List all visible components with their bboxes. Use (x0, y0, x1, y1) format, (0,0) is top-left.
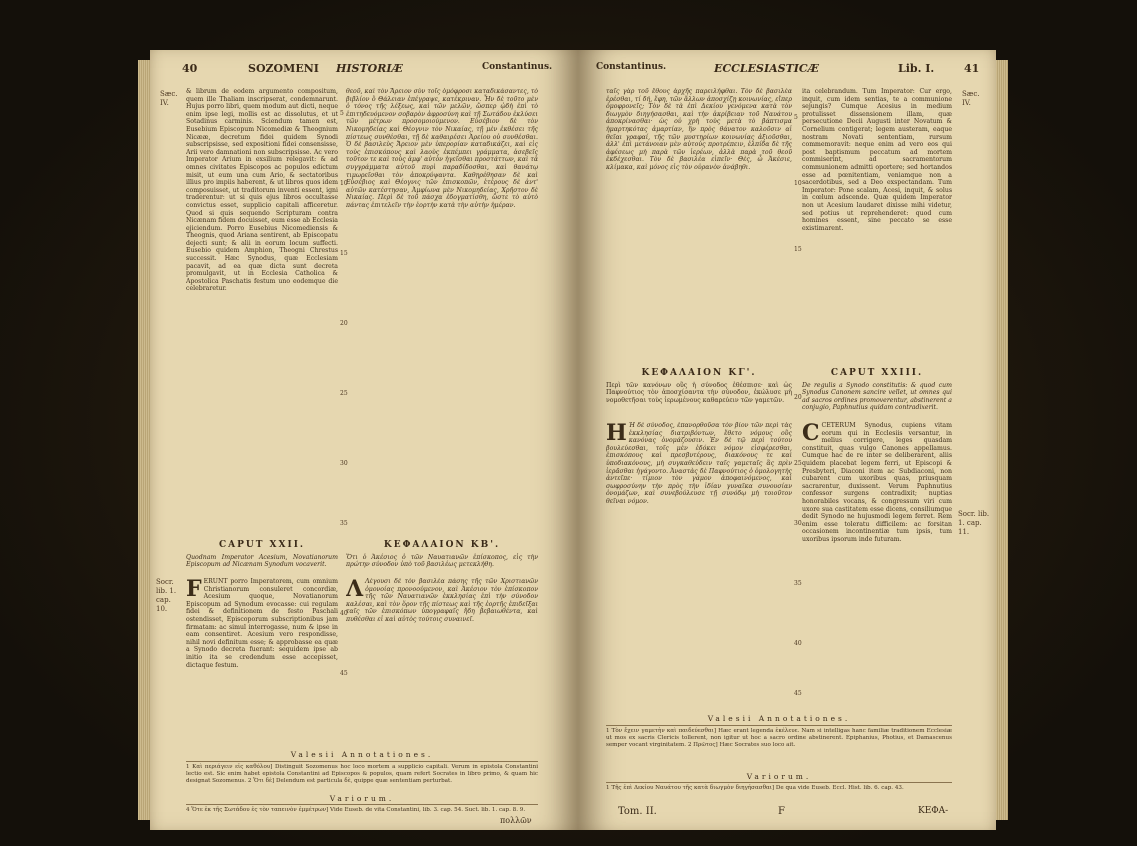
dropcap: Λ (346, 578, 364, 602)
left-greek-column: θεοῦ, καὶ τὸν Ἄρειον σὺν τοῖς ὁμόφροσι καταδικάσαντες, τὸ βιβλίον ὃ Θάλειαν ἐπέγραψε, κατέκριναν. Ἦν δὲ τοῦτο μὲν ὁ τόνος τῆς λέξεως, καὶ τῶν μελῶν, ὥσπερ ᾠδὴ ἐπὶ τὸ ἐπιτηδευόμενον σοβαρὸν ἀφροσύνη καὶ τῇ Σωτάδου ἐκλύσει τῶν μέτρων προσομοιούμενον. Εὐσέβιον δὲ τὸν Νικομηδείας καὶ Θέογνιν τὸν Νικαίας, τῇ μὲν ἐκθέσει τῆς πίστεως συνθέσθαι, τῇ δὲ καθαιρέσει Ἀρείου οὐ συνθέσθαι. Ὁ δὲ βασιλεὺς Ἄρειον μὲν ὑπερορίαν καταδικάζει, καὶ εἰς τοὺς ἐπισκόπους καὶ λαοὺς ἐκπέμπει γράμματα, ἀσεβεῖς τοῦτον τε καὶ τοὺς ἀμφ' αὐτὸν ἡγεῖσθαι προστάττων, καὶ τὰ συγγράμματα αὐτοῦ πυρὶ παραδίδοσθαι, καὶ θανάτῳ τιμωρεῖσθαι τὸν ἀποκρύψαντα. Καθῃρέθησαν δὲ καὶ Εὐσέβιος καὶ Θέογνις τῶν ἐπισκοπῶν, ἑτέρους δὲ ἀντ' αὐτῶν κατέστησαν, Ἀμφίωνα μὲν Νικομηδείας, Χρῆστον δὲ Νικαίας. Περὶ δὲ τοῦ πάσχα ἐδογματίσθη, ὥστε τὸ αὐτὸ πάντας ἐπιτελεῖν τὴν ἑορτὴν κατὰ τὴν αὐτὴν ἡμέραν. (346, 88, 538, 209)
divider (186, 804, 538, 805)
left-latin-column: & librum de eodem argumento compositum, quem ille Thaliam inscripserat, condemnarunt. Hujus porro libri, quem modum aut dicti, neque enim ipse legi, mollis est ac dissolutus, et ut Sotadinus carminis. Sciendum tamen est, Eusebium Episcopum Nicomediæ & Theognium Nicææ, decretum fidei quidem Synodi subscripsisse, sed expositioni fidei consensisse, Arii vero damnationi non subscripsisse. Ac vero Imperator Arium in exsilium relegavit: & ad omnes civitates Episcopos ac populos edictum misit, ut eum una cum Ario, & sectatoribus illius pro impiis haberent, & ut libros quos idem composuisset, ut traditorum inventi essent, igni traderentur: ut si quis ejus libros occultasse convictus esset, supplicio capitali afficeretur. Quod si quis sequendo Scripturam contra Nicænam fidem docuisset, eum esse ab Ecclesia ejiciendum. Porro Eusebius Nicomediensis & Theognis, quod Ariana sentirent, ab Episcopatu dejecti sunt; & alii in eorum locum suffecti. Eusebio quidem Amphion, Theogni Chrestus successit. Hæc Synodus, quæ Ecclesiam pacavit, ad ea quæ dicta sunt decreta promulgavit, ut in Ecclesia Catholica & Apostolica Paschatis festum uno eodemque die celebraretur. (186, 88, 338, 293)
left-margin-reference: Socr. lib. 1. cap. 10. (156, 578, 177, 613)
right-head-center: ECCLESIASTICÆ (714, 62, 820, 75)
line-number: 35 (340, 520, 348, 527)
left-caput-latin: CAPUT XXII. (218, 540, 306, 550)
left-body-greek: Λ Λέγουσι δὲ τὸν βασιλέα πάσης τῆς τῶν Χριστιανῶν ὁμονοίας προνοούμενον, καὶ Ἀκέσιον τὸν ἐπίσκοπον τῆς τῶν Ναυατιανῶν ἐκκλησίας ἐπὶ τὴν σύνοδον καλέσαι, καὶ τὸν ὅρον τῆς πίστεως καὶ τῆς ἑορτῆς ἐπιδεῖξαι ταῖς τῶν ἐπισκόπων ὑπογραφαῖς ἤδη βεβαιωθέντα, καὶ πυθέσθαι εἰ καὶ αὐτὸς τούτοις συναινεῖ. (346, 578, 538, 623)
right-greek-column: ταῖς γὰρ τοῦ ἔθους ἀρχῆς παρειλήφθαι. Τὸν δὲ βασιλέα ἐρέσθαι, τί δή, ἔφη, τῶν ἄλλων ἀποσχίζῃ κοινωνίας, εἴπερ ὁμοφρονεῖς; Τὸν δὲ τὰ ἐπὶ Δεκίου γενόμενα κατὰ τὸν διωγμὸν διηγήσασθαι, καὶ τὴν ἀκρίβειαν τοῦ Ναυάτου ἀποκρίνασθαι· ὡς οὐ χρὴ τοὺς μετὰ τὸ βάπτισμα ἡμαρτηκότας ἁμαρτίαν, ἣν πρὸς θάνατον καλοῦσιν αἱ θεῖαι γραφαί, τῆς τῶν μυστηρίων κοινωνίας ἀξιοῦσθαι, ἀλλ' ἐπὶ μετάνοιαν μὲν αὐτοὺς προτρέπειν, ἐλπίδα δὲ τῆς ἀφέσεως μὴ παρὰ τῶν ἱερέων, ἀλλὰ παρὰ τοῦ θεοῦ ἐκδέχεσθαι. Τὸν δὲ βασιλέα εἰπεῖν· Θὲς, ὦ Ἀκέσιε, κλίμακα, καὶ μόνος εἰς τὸν οὐρανὸν ἀνάβηθι. (606, 88, 792, 171)
left-annotations-heading: Valesii Annotationes. (290, 750, 434, 759)
right-caput-latin: CAPUT XXIII. (830, 368, 924, 378)
signature-mark: F (778, 806, 785, 817)
right-variorum-heading: Variorum. (746, 772, 812, 781)
right-body-greek: Η Ἡ δὲ σύνοδος, ἐπανορθοῦσα τὸν βίον τῶν περὶ τὰς ἐκκλησίας διατριβόντων, ἔθετο νόμους οὓς κανόνας ὀνομάζουσιν. Ἐν δὲ τῷ περὶ τούτου βουλεύεσθαι, τοῖς μὲν ἐδόκει νόμον εἰσφέρεσθαι, ἐπισκόπους καὶ πρεσβυτέρους, διακόνους τε καὶ ὑποδιακόνους, μὴ συγκαθεύδειν ταῖς γαμεταῖς ἃς πρὶν ἱερᾶσθαι ἠγάγοντο. Ἀναστὰς δὲ Παφνούτιος ὁ ὁμολογητὴς ἀντεῖπε· τίμιον τὸν γάμον ἀποφαινόμενος, καὶ σωφροσύνην τὴν πρὸς τὴν ἰδίαν γυναῖκα συνουσίαν ὀνομάζων, καὶ συνεβούλευσε τῇ συνόδῳ μὴ τοιοῦτον θεῖναι νόμον. (606, 422, 792, 505)
line-number: 35 (794, 580, 802, 587)
right-page-number: 41 (964, 62, 980, 75)
divider (606, 782, 952, 783)
line-number: 5 (340, 110, 344, 117)
line-number: 45 (340, 670, 348, 677)
left-saec-label: Sæc. IV. (160, 90, 178, 107)
line-number: 40 (340, 610, 348, 617)
dropcap: Η (606, 422, 627, 446)
right-head-left: Constantinus. (596, 62, 667, 72)
dropcap: F (186, 578, 202, 602)
right-caput-greek: ΚΕΦΑΛΑΙΟΝ ΚΓ'. (641, 368, 757, 378)
left-body-latin: FERUNT porro Imperatorem, cum omnium Christianorum consuleret concordiæ, Acesium quoque, Novatianorum Episcopum ad Synodum evocasse: cui regulam fidei & definitionem de festo Paschali ostendisset, Episcoporum subscriptionibus jam firmatam: ac simul interrogasse, num & ipse in eam consentiret. Acesium vero respondisse, nihil novi definitum esse; & approbasse ea quæ a Synodo decreta fuerant: sequidem ipse ab initio ita se credendum esse accepisset, dictaque festum. (186, 578, 338, 669)
left-caput-greek: ΚΕΦΑΛΑΙΟΝ ΚΒ'. (383, 540, 501, 550)
line-number: 10 (340, 180, 348, 187)
line-number: 5 (794, 114, 798, 121)
line-number: 15 (340, 250, 348, 257)
left-variorum-heading: Variorum. (329, 794, 395, 803)
left-variorum: 4 Ὅτε ἐκ τῆς Σωτάδου ἐς τὸν ταπεινὸν ἐμμέτρων] Vide Euseb. de vita Constantini, lib. 3. cap. 54. Suct. lib. 1. cap. 8. 9. (186, 807, 526, 813)
right-summary-latin: De regulis a Synodo constitutis: & quod cum Synodus Canonem sancire vellet, ut omnes qui ad sacros ordines promoverentur, abstinerent a conjugio, Paphnutius quidam contradixerit. (802, 382, 952, 412)
right-body-latin: CCETERUM Synodus, cupiens vitam eorum qui in Ecclesiis versantur, in melius corrigere, leges quasdam constituit, quas vulgo Canones appellamus. Cumque hac de re inter se deliberarent, aliis quidem placebat legem ferri, ut Episcopi & Presbyteri, Diaconi item ac Subdiaconi, non cubarent cum uxoribus quas, priusquam sacrarentur, duxissent. Verum Paphnutius confessor surgens contradixit; nuptias honorabiles vocans, & congressum viri cum uxore sua castitatem esse dicens, consiliumque dedit Synodo ne hujusmodi legem ferret. Rem enim esse toleratu difficilem: ac forsitan occasionem incontinentiæ tum ipsis, tum uxoribus ipsorum inde futuram. (802, 422, 952, 543)
right-running-head (592, 62, 982, 78)
line-number: 25 (794, 460, 802, 467)
line-number: 10 (794, 180, 802, 187)
right-variorum: 1 Τῆς ἐπὶ Δεκίου Ναυάτου τῆς κατὰ διωγμὸν διηγήσασθαι] De qua vide Euseb. Eccl. Hist. lib. 6. cap. 43. (606, 785, 904, 791)
right-saec-label: Sæc. IV. (962, 90, 980, 107)
right-page-edges (994, 60, 1008, 820)
right-margin-reference: Socr. lib. 1. cap. 11. (958, 510, 990, 536)
left-head-center: HISTORIÆ (336, 62, 403, 75)
right-head-right: Lib. I. (898, 62, 935, 75)
left-running-head (164, 62, 564, 78)
left-catchword: πολλῶν (500, 816, 532, 825)
left-head-title: SOZOMENI (248, 62, 319, 75)
line-number: 20 (794, 394, 802, 401)
right-annotations: 1 Τὸν ἔχειν γαμετὴν καὶ παιδεύεσθαι] Hæc erant legenda ἐκέλευε. Nam si intelligas hanc familiæ traditionem Ecclesiæ ut mos ex sacris Clericis tollerent, non igitur ut hoc a sacro ordine abstinerent. Epiphanius, Photius, et Damascenus semper vocant virginitatem. 2 Πρῶτος] Hæc Socrates suo loco ait. (606, 728, 952, 748)
left-summary-latin: Quodnam Imperator Acesium, Novatianorum Episcopum ad Nicænam Synodum vocaverit. (186, 554, 338, 569)
line-number: 20 (340, 320, 348, 327)
left-head-right: Constantinus. (482, 62, 553, 72)
right-latin-column: ita celebrandum. Tum Imperator: Cur ergo, inquit, cum idem sentias, te a communione sejungis? Cumque Acesius in medium protulisset dissensionem illam, quæ persecutione Decii Augusti inter Novatum & Cornelium contigerat; legem austeram, eaque nostram Novati sententiam, rursum commemoravit: neque enim ad vero eos qui post baptismum peccatum ad mortem commiserint, ad sacramentorum communionem admitti oportere; sed hortandos esse ad pœnitentiam, veniamque non a sacerdotibus, sed a Deo exspectandam. Tum Imperator: Pone scalam, Acesi, inquit, & solus in cœlum adscende. Quæ quidem Imperator non ut Acesium laudaret dixisse mihi videtur, sed potius ut reprehenderet: quod cum homines essent, sine peccato se esse existimarent. (802, 88, 952, 232)
dropcap: C (802, 422, 820, 446)
line-number: 30 (340, 460, 348, 467)
left-annotations: 1 Καὶ περιάγειν εἰς καθόλου] Distinguit Sozomenus hoc loco mortem a supplicio capitali. Verum in epistola Constantini lectio est. Sic enim habet epistola Constantini ad Episcopos & populos, quam refert Socrates in libro primo, & quam hic designat Sozomenus. 2 Ὅτι δὲ] Delendum est particula δὲ, quippe quæ sententiam perturbat. (186, 764, 538, 784)
right-summary-greek: Περὶ τῶν κανόνων οὓς ἡ σύνοδος ἐθέσπισε· καὶ ὡς Παφνούτιος τὸν ἀποσχίσαντα τὴν σύνοδον, ἐκώλυσε μὴ νομοθετῆσαι τοὺς ἱερωμένους καθαρεύειν τῶν γαμετῶν. (606, 382, 792, 404)
line-number: 30 (794, 520, 802, 527)
divider (606, 725, 952, 726)
divider (186, 761, 538, 762)
line-number: 45 (794, 690, 802, 697)
left-summary-greek: Ὅτι ὁ Ἀκέσιος ὁ τῶν Ναυατιανῶν ἐπίσκοπος, εἰς τὴν πρώτην σύνοδον ὑπὸ τοῦ βασιλέως μετεκλήθη. (346, 554, 538, 569)
left-page-number: 40 (182, 62, 198, 75)
volume-label: Tom. II. (618, 806, 657, 817)
line-number: 15 (794, 246, 802, 253)
right-annotations-heading: Valesii Annotationes. (707, 714, 851, 723)
right-catchword: ΚΕΦΑ- (918, 806, 949, 816)
left-page (150, 50, 578, 830)
right-page (578, 50, 996, 830)
line-number: 25 (340, 390, 348, 397)
line-number: 40 (794, 640, 802, 647)
